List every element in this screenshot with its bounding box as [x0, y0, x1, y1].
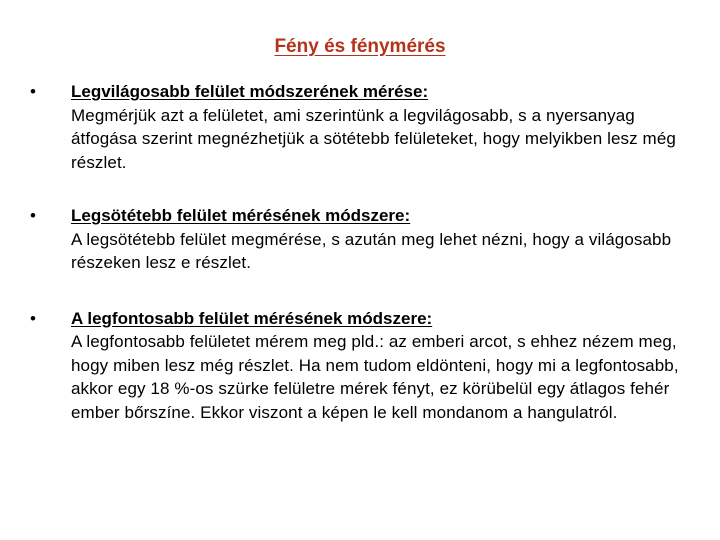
bullet-heading: Legsötétebb felület mérésének módszere:	[71, 206, 411, 225]
slide-title: Fény és fénymérés	[274, 36, 446, 57]
bullet-dot-icon: •	[30, 82, 36, 101]
bullet-body: A legsötétebb felület megmérése, s azután meg lehet nézni, hogy a világosabb részeken lesz e részlet.	[71, 229, 672, 272]
bullet-body: A legfontosabb felületet mérem meg pld.: az emberi arcot, s ehhez nézem meg, hogy miben lesz még részlet. Ha nem tudom eldönteni, hogy mi a legfontosabb, akkor egy 18 %-os szürke felületre mérek fényt, ez körübelül egy átlagos fehér ember bőrszíne. Ekkor viszont a képen le kell mondanom a hangulatról.	[71, 332, 679, 422]
bullet-body: Megmérjük azt a felületet, ami szerintünk a legvilágosabb, s a nyersanyag átfogása szerint megnézhetjük a sötétebb felületeket, hogy melyikben lesz még részlet.	[71, 105, 676, 172]
bullet-item-most-important	[30, 307, 700, 425]
bullet-heading: A legfontosabb felület mérésének módszere:	[71, 308, 433, 328]
bullet-dot-icon: •	[30, 308, 36, 328]
bullet-list	[30, 80, 700, 454]
bullet-item-lightest	[30, 80, 700, 174]
bullet-heading: Legvilágosabb felület módszerének mérése:	[71, 82, 429, 101]
bullet-dot-icon: •	[30, 206, 36, 225]
bullet-item-darkest	[30, 204, 700, 275]
